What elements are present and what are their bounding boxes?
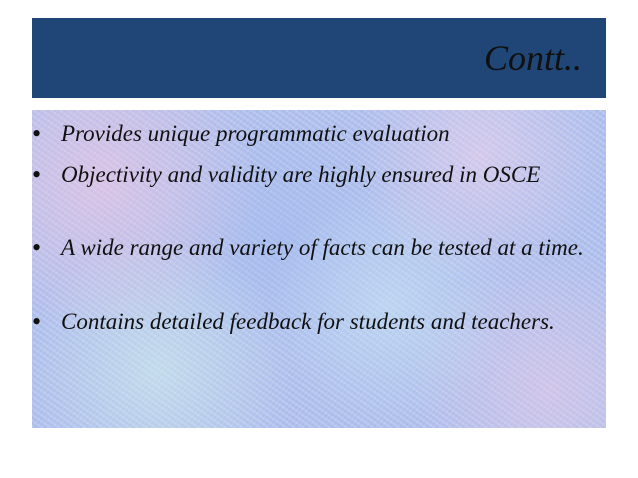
bullet-text: A wide range and variety of facts can be tested at a time. <box>61 235 584 260</box>
bullet-marker: • <box>32 307 42 336</box>
bullet-marker: • <box>32 119 42 148</box>
bullet-text: Provides unique programmatic evaluation <box>61 121 450 146</box>
title-bar <box>32 18 606 98</box>
bullet-marker: • <box>32 160 42 189</box>
content-panel <box>32 110 606 428</box>
bullet-marker: • <box>32 233 42 262</box>
bullet-text: Contains detailed feedback for students and teachers. <box>61 309 555 334</box>
slide-title: Contt.. <box>484 38 583 78</box>
bullet-text: Objectivity and validity are highly ensured in OSCE <box>61 162 541 187</box>
